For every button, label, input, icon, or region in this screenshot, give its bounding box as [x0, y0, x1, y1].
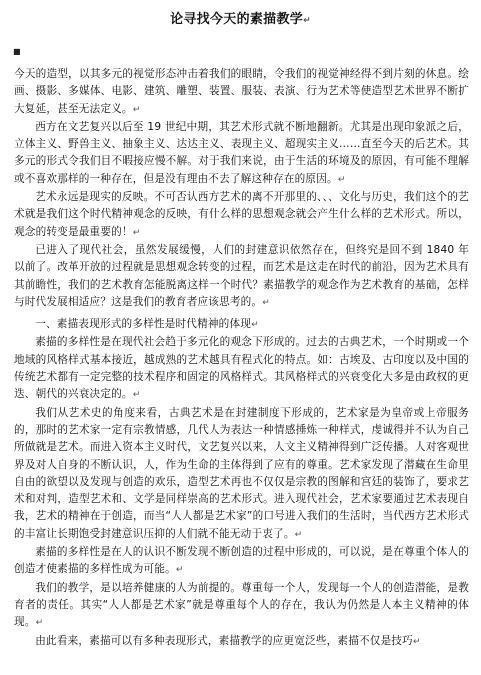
paragraph-text: 西方在文艺复兴以后至 19 世纪中期，其艺术形式就不断地翻新。尤其是出现印象派之后，立体主义、野兽主义、抽象主义、达达主义、表现主义、超现实主义……直至今天的后艺术。其多元的形式令我们目不暇接应慢不解。对于我们来说，由于生活的环境及的原因，有可能不理解或不喜欢那样的一种存在，但是没有理由不去了解这种存在的原因。 — [14, 120, 469, 185]
return-arrow-icon: ↵ — [412, 636, 421, 647]
paragraph-text: 已进入了现代社会，虽然发展缓慢，人们的封建意识依然存在，但终究是回不到 1840 年以前了。改革开放的过程就是思想观念转变的过程，而艺术是这走在时代的前沿，因为艺术具有其前瞻性，我们的艺术教育怎能脱离这样一个时代？素描教学的观念作为艺术教育的基础，怎样与时代发展相适应？这是我们的教育者应该思考的。 — [14, 243, 469, 308]
paragraph — [14, 580, 469, 633]
paragraph-text: 艺术永远是现实的反映。不可否认西方艺术的离不开那里的、、、文化与历史，我们这个的艺术就是我们这个时代精神观念的反映，有什么样的思想观念就会产生什么样的艺术形式。所以，观念的转变是最重要的！ — [14, 191, 469, 238]
document-title — [0, 8, 481, 27]
return-arrow-icon: ↵ — [132, 104, 141, 115]
paragraph-text: 今天的造型，以其多元的视觉形态冲击着我们的眼睛，令我们的视觉神经得不到片刻的休息。绘画、摄影、多媒体、电影、建筑、雕塑、装置、服装、表演、行为艺术等使造型艺术世界不断扩大复延，甚至无法定义。 — [14, 68, 469, 115]
paragraph-text: 我们从艺术史的角度来看，古典艺术是在封建制度下形成的，艺术家是为皇帝或上帝服务的，那时的艺术家一定有宗教情感，几代人为表达一种情感捶炼一种样式，虔诚得并不认为自己所做就是艺术。而进入资本主义时代，文艺复兴以来，人文主义精神得到广泛传播。人对客观世界及对人自身的不断认识，人，作为生命的主体得到了应有的尊重。艺术家发现了潜藏在生命里自由的欲望以及发现与创造的欢乐，造型艺术再也不仅仅是宗教的图解和宫廷的装饰了，要求艺术和对判，造型艺术和、文学是同样崇高的艺术形式。进入现代社会，艺术家要通过艺术表现自我，艺术的精神在于创造，而当“人人都是艺术家”的口号进入我们的生活时，当代西方艺术形式的丰富让长期饱受封建意识压抑的人们就不能无动于衷了。 — [14, 406, 469, 540]
document-body — [14, 66, 469, 651]
paragraph — [14, 405, 469, 544]
paragraph — [14, 119, 469, 189]
return-arrow-icon: ↵ — [303, 16, 311, 26]
return-arrow-icon: ↵ — [175, 565, 184, 576]
paragraph — [14, 633, 469, 651]
paragraph — [14, 544, 469, 580]
return-arrow-icon: ↵ — [132, 390, 141, 401]
paragraph — [14, 189, 469, 242]
paragraph-text: 素描的多样性是在现代社会趋于多元化的观念下形成的。过去的古典艺术，一个时期或一个地域的风格样式基本接近，越成熟的艺术越具有程式化的特点。如：古埃及、古印度以及中国的传统艺术都有一定完整的技术程序和固定的风格样式。其风格样式的兴衰变化大多是由政权的更迭、朝代的兴衰决定的。 — [14, 336, 469, 401]
paragraph — [14, 334, 469, 404]
return-arrow-icon: ↵ — [251, 320, 259, 331]
paragraph — [14, 242, 469, 312]
section-heading — [14, 316, 469, 334]
return-arrow-icon: ↵ — [294, 529, 303, 540]
paragraph-text: 素描的多样性是在人的认识不断发现不断创造的过程中形成的，可以说，是在尊重个体人的创造才使素描的多样性成为可能。 — [14, 546, 469, 576]
paragraph-text: 由此看来，素描可以有多种表现形式，素描教学的应更宽泛些，素描不仅是技巧 — [35, 634, 413, 647]
return-arrow-icon: ↵ — [262, 297, 271, 308]
paragraph-mark: ■ — [13, 47, 21, 56]
return-arrow-icon: ↵ — [337, 174, 346, 185]
title-text: 论寻找今天的素描教学 — [170, 12, 304, 27]
return-arrow-icon: ↵ — [35, 618, 44, 629]
paragraph — [14, 66, 469, 119]
paragraph-text: 我们的教学，是以培养健康的人为前提的。尊重每一个人，发现每一个人的创造潜能，是教育者的责任。其实“人人都是艺术家”就是尊重每个人的存在，我认为仍然是人本主义精神的体现。 — [14, 581, 469, 629]
return-arrow-icon: ↵ — [132, 227, 141, 238]
paragraph-text: 一、素描表现形式的多样性是时代精神的体现 — [35, 318, 252, 331]
